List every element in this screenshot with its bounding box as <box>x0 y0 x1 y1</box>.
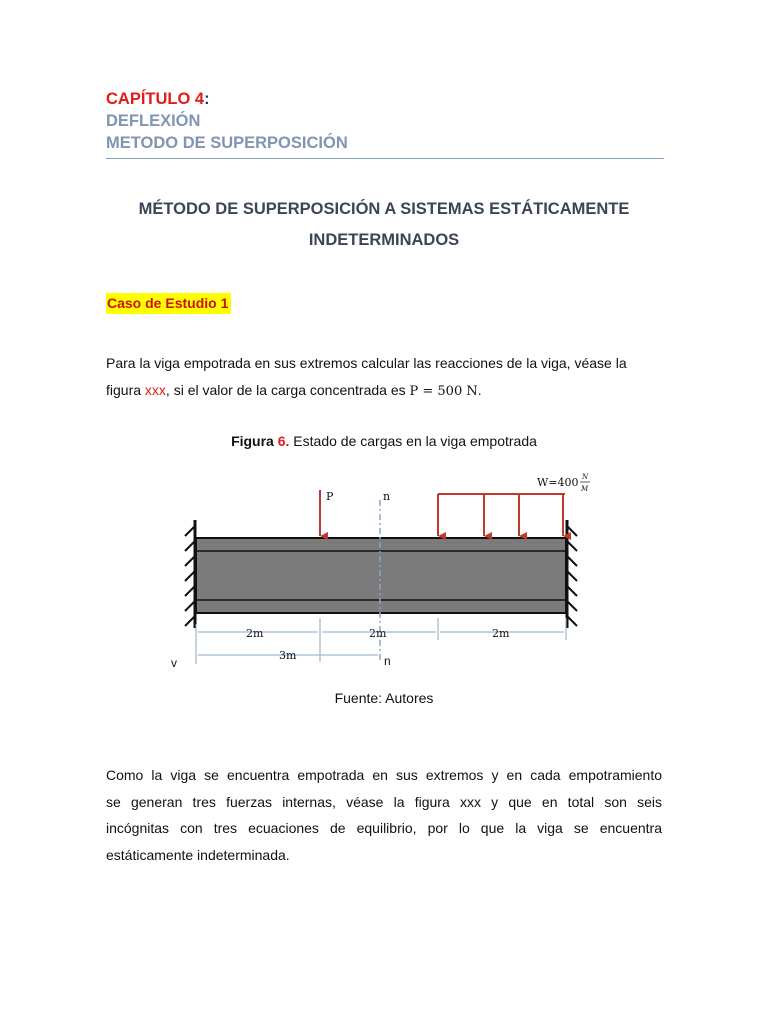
section-title-line2: INDETERMINADOS <box>308 231 460 249</box>
body-paragraph <box>106 762 662 868</box>
right-fixed-support <box>567 520 577 628</box>
distributed-load-unit-num: N <box>582 473 589 481</box>
body-line4: estáticamente indeterminada. <box>106 846 290 863</box>
section-label-bottom: n <box>384 654 391 668</box>
chapter-colon: : <box>204 90 210 108</box>
dimension-label-total: 3m <box>279 649 297 662</box>
dimension-lines <box>196 618 566 664</box>
distributed-load-label: W=400 <box>537 476 579 489</box>
figure-number: 6. <box>277 433 290 449</box>
dimension-label-1: 2m <box>246 627 264 640</box>
distributed-load <box>438 494 565 536</box>
body-line3: incógnitas con tres ecuaciones de equilibrio, por lo que la viga se encuentra <box>106 820 662 836</box>
dimension-label-3: 2m <box>492 627 510 640</box>
chapter-label: CAPÍTULO 4 <box>106 90 205 108</box>
section-label-top: n <box>383 490 391 503</box>
figure-caption-label: Figura 6. <box>231 433 290 449</box>
distributed-load-unit-den: M <box>581 485 589 493</box>
figure-reference: xxx <box>144 381 166 398</box>
subtopic-heading: METODO DE SUPERPOSICIÓN <box>106 134 348 152</box>
beam <box>196 538 566 613</box>
origin-label-v: v <box>171 656 177 670</box>
case-study-label: Caso de Estudio 1 <box>106 293 231 314</box>
figure-source: Fuente: Autores <box>334 690 434 706</box>
point-load-label: P <box>326 490 334 503</box>
body-line1: Como la viga se encuentra empotrada en sus extremos y en cada empotramiento <box>106 767 662 783</box>
intro-line2: figura xxx, si el valor de la carga concentrada es P = 500 N. <box>106 381 482 399</box>
body-line2: se generan tres fuerzas internas, véase la figura xxx y que en total son seis <box>106 793 662 810</box>
dimension-label-2: 2m <box>369 627 387 640</box>
section-title-line1: MÉTODO DE SUPERPOSICIÓN A SISTEMAS ESTÁTICAMENTE <box>138 200 630 218</box>
load-equation: P = 500 N <box>409 383 478 399</box>
figure-caption-text: Estado de cargas en la viga empotrada <box>289 433 537 449</box>
intro-line1: Para la viga empotrada en sus extremos calcular las reacciones de la viga, véase la <box>106 355 627 371</box>
left-fixed-support <box>185 520 195 628</box>
topic-heading: DEFLEXIÓN <box>106 112 201 130</box>
